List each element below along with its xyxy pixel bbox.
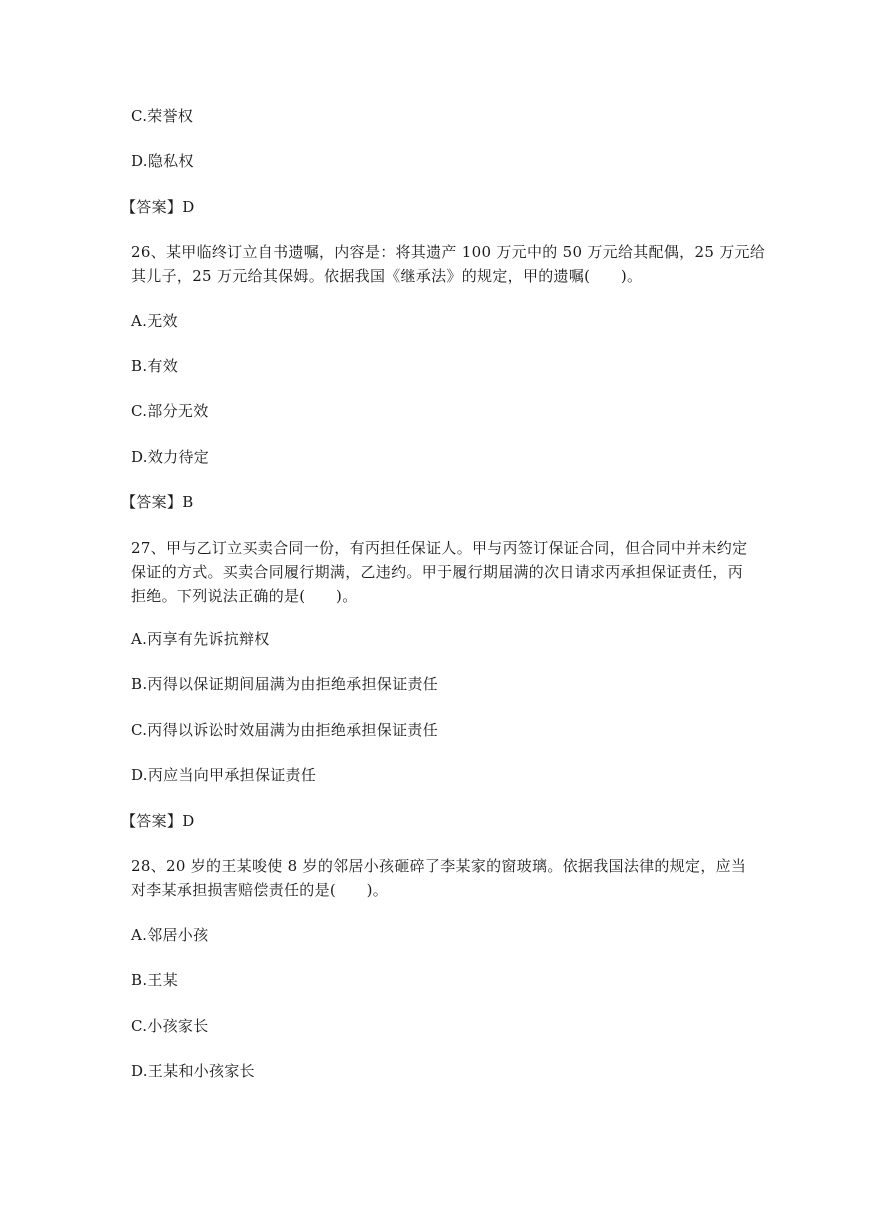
q27-stem-line2: 保证的方式。买卖合同履行期满，乙违约。甲于履行期届满的次日请求丙承担保证责任，丙	[131, 563, 744, 581]
q27-answer: 【答案】D	[121, 812, 195, 830]
q26-stem-line2: 其儿子，25 万元给其保姆。依据我国《继承法》的规定，甲的遗嘱( )。	[131, 267, 643, 285]
q28-option-a: A.邻居小孩	[131, 926, 209, 944]
q27-stem-line1: 27、甲与乙订立买卖合同一份，有丙担任保证人。甲与丙签订保证合同，但合同中并未约定	[131, 539, 748, 557]
q28-option-d: D.王某和小孩家长	[131, 1062, 255, 1080]
q27-option-a: A.丙享有先诉抗辩权	[131, 630, 270, 648]
q27-option-d: D.丙应当向甲承担保证责任	[131, 766, 317, 784]
q28-stem-line1: 28、20 岁的王某唆使 8 岁的邻居小孩砸碎了李某家的窗玻璃。依据我国法律的规定，应当	[131, 857, 747, 875]
q28-stem-line2: 对李某承担损害赔偿责任的是( )。	[131, 881, 389, 899]
q26-option-d: D.效力待定	[131, 448, 210, 466]
q26-option-c: C.部分无效	[131, 402, 209, 420]
q27-option-b: B.丙得以保证期间届满为由拒绝承担保证责任	[131, 675, 439, 693]
q26-stem-line1: 26、某甲临终订立自书遗嘱，内容是：将其遗产 100 万元中的 50 万元给其配偶，25 万元给	[131, 243, 766, 261]
q25-option-c: C.荣誉权	[131, 107, 194, 125]
q27-option-c: C.丙得以诉讼时效届满为由拒绝承担保证责任	[131, 721, 439, 739]
q26-option-a: A.无效	[131, 312, 178, 330]
q28-option-b: B.王某	[131, 971, 178, 989]
q25-answer: 【答案】D	[121, 198, 195, 216]
q28-option-c: C.小孩家长	[131, 1017, 209, 1035]
q26-option-b: B.有效	[131, 357, 178, 375]
q26-answer: 【答案】B	[121, 493, 194, 511]
q27-stem-line3: 拒绝。下列说法正确的是( )。	[131, 587, 358, 605]
q25-option-d: D.隐私权	[131, 152, 194, 170]
